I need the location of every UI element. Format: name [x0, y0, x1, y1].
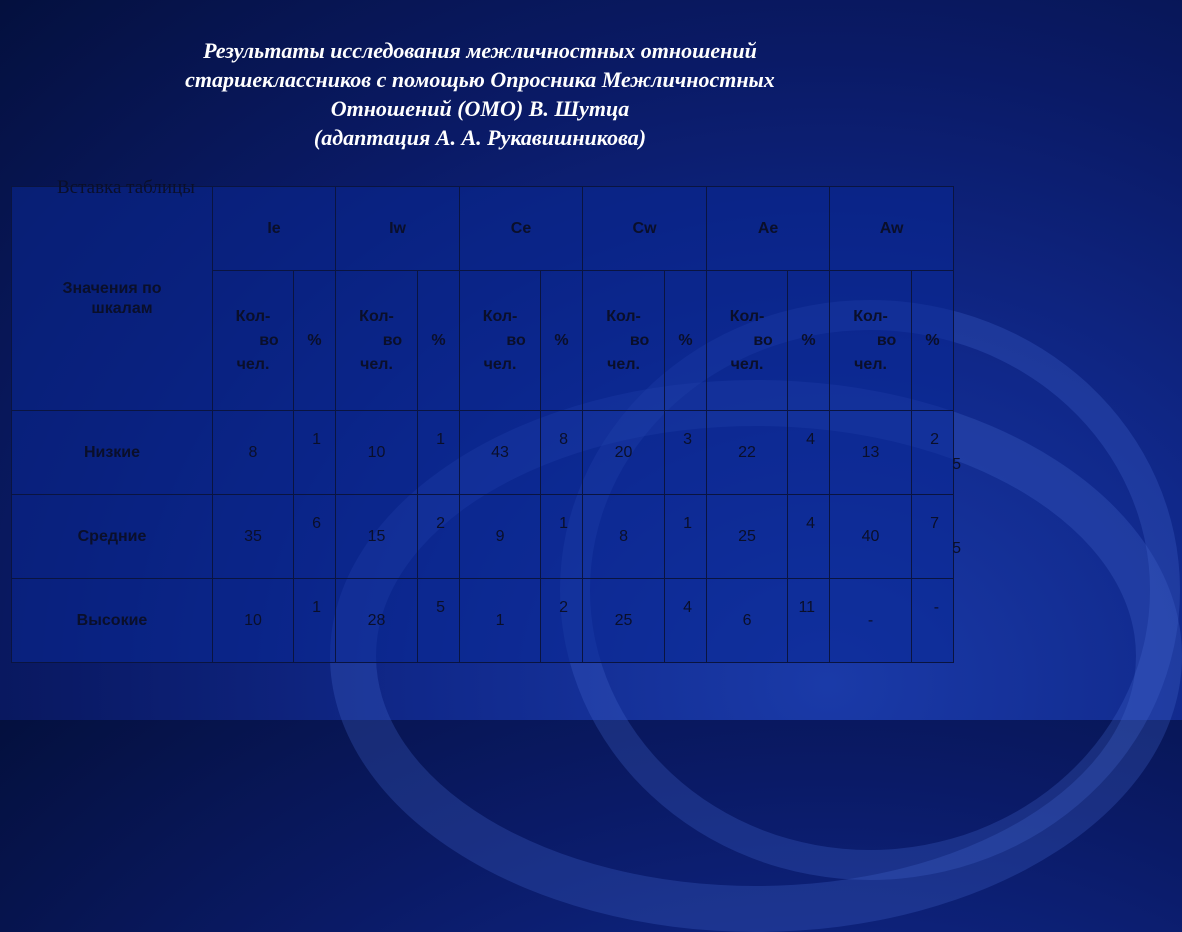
sub-header-percent: % [912, 271, 954, 411]
count-label-part: чел. [607, 355, 640, 373]
count-label-part: чел. [360, 355, 393, 373]
percent-cell [788, 579, 830, 663]
count-cell: - [830, 579, 912, 663]
table-row-low [12, 411, 954, 495]
row-label: Средние [12, 495, 213, 579]
title-line-2: старшеклассников с помощью Опросника Межличностных [185, 67, 775, 92]
percent-digit-top: 2 [559, 599, 569, 616]
count-cell: 20 [583, 411, 665, 495]
percent-cell [294, 495, 336, 579]
percent-cell [665, 579, 707, 663]
count-label-part: чел. [730, 355, 764, 373]
group-header-aw: Aw [830, 187, 954, 271]
count-label-part: во [382, 331, 403, 349]
percent-digit-top: 4 [806, 431, 816, 448]
results-table [11, 186, 962, 663]
title-line-1: Результаты исследования межличностных отношений [203, 38, 757, 63]
count-cell: 10 [213, 579, 294, 663]
percent-cell [541, 495, 583, 579]
percent-digit-top: 1 [683, 515, 693, 532]
percent-digit-wrapped: 5 [952, 540, 962, 557]
sub-header-count [707, 271, 788, 411]
percent-cell [541, 411, 583, 495]
count-label-part: чел. [236, 355, 270, 373]
table-row-mid [12, 495, 954, 579]
percent-digit-top: 1 [312, 431, 321, 448]
title-line-4: (адаптация А. А. Рукавишникова) [313, 125, 647, 150]
count-label-part: во [753, 331, 773, 349]
count-label-part: во [876, 331, 897, 349]
percent-digit-top: 4 [806, 515, 816, 532]
percent-cell [912, 411, 962, 495]
count-label-part: Кол- [235, 307, 271, 325]
percent-digit-top: 1 [559, 515, 569, 532]
percent-cell [541, 579, 583, 663]
percent-cell [912, 495, 962, 579]
sub-header-percent: % [541, 271, 583, 411]
percent-cell [912, 579, 954, 663]
count-cell: 43 [460, 411, 541, 495]
sub-header-percent: % [418, 271, 460, 411]
row-label: Высокие [12, 579, 213, 663]
count-label-part: Кол- [729, 307, 765, 325]
group-header-ae: Ae [707, 187, 830, 271]
scale-header-cell [12, 187, 213, 411]
count-cell: 13 [830, 411, 912, 495]
count-label-part: Кол- [853, 307, 888, 325]
count-label-part: чел. [854, 355, 887, 373]
percent-cell [788, 411, 830, 495]
percent-digit-top: 6 [312, 515, 321, 532]
percent-digit-top: 3 [683, 431, 693, 448]
count-cell: 6 [707, 579, 788, 663]
percent-cell [418, 495, 460, 579]
percent-cell [418, 411, 460, 495]
percent-digit-top: 5 [436, 599, 446, 616]
scale-header-line-2: шкалам [91, 299, 153, 317]
sub-header-count [460, 271, 541, 411]
count-cell: 15 [336, 495, 418, 579]
percent-digit-top: 4 [683, 599, 693, 616]
count-label-part: во [259, 331, 279, 349]
sub-header-percent: % [788, 271, 830, 411]
percent-digit-top: 1 [312, 599, 321, 616]
count-label-part: Кол- [482, 307, 518, 325]
count-label-part: во [506, 331, 526, 349]
sub-header-count [583, 271, 665, 411]
count-label-part: Кол- [359, 307, 394, 325]
percent-cell [665, 411, 707, 495]
percent-digit-top: 2 [930, 431, 940, 448]
count-label-part: во [629, 331, 650, 349]
count-cell: 22 [707, 411, 788, 495]
sub-header-count [830, 271, 912, 411]
percent-cell [665, 495, 707, 579]
count-cell: 28 [336, 579, 418, 663]
table-row-high [12, 579, 954, 663]
percent-cell [294, 411, 336, 495]
count-cell: 35 [213, 495, 294, 579]
count-cell: 8 [213, 411, 294, 495]
slide-title [0, 36, 960, 152]
sub-header-count [213, 271, 294, 411]
percent-digit-top: 1 [436, 431, 446, 448]
count-label-part: чел. [483, 355, 517, 373]
insert-table-label: Вставка таблицы [57, 177, 195, 198]
count-cell: 25 [707, 495, 788, 579]
count-cell: 1 [460, 579, 541, 663]
group-header-cw: Cw [583, 187, 707, 271]
count-cell: 25 [583, 579, 665, 663]
group-header-iw: Iw [336, 187, 460, 271]
sub-header-count [336, 271, 418, 411]
row-label: Низкие [12, 411, 213, 495]
percent-digit-top: 7 [930, 515, 940, 532]
sub-header-percent: % [665, 271, 707, 411]
percent-digit-top: - [933, 599, 940, 616]
group-header-ie: Ie [213, 187, 336, 271]
percent-digit-top: 8 [559, 431, 569, 448]
count-cell: 9 [460, 495, 541, 579]
count-cell: 8 [583, 495, 665, 579]
percent-digit-wrapped: 5 [952, 456, 962, 473]
percent-cell [788, 495, 830, 579]
percent-cell [294, 579, 336, 663]
scale-header-line-1: Значения по [62, 279, 162, 297]
percent-cell [418, 579, 460, 663]
percent-digit-top: 11 [798, 599, 816, 616]
sub-header-percent: % [294, 271, 336, 411]
count-cell: 40 [830, 495, 912, 579]
title-line-3: Отношений (ОМО) В. Шутца [330, 96, 630, 121]
count-cell: 10 [336, 411, 418, 495]
count-label-part: Кол- [606, 307, 641, 325]
percent-digit-top: 2 [436, 515, 446, 532]
group-header-ce: Ce [460, 187, 583, 271]
